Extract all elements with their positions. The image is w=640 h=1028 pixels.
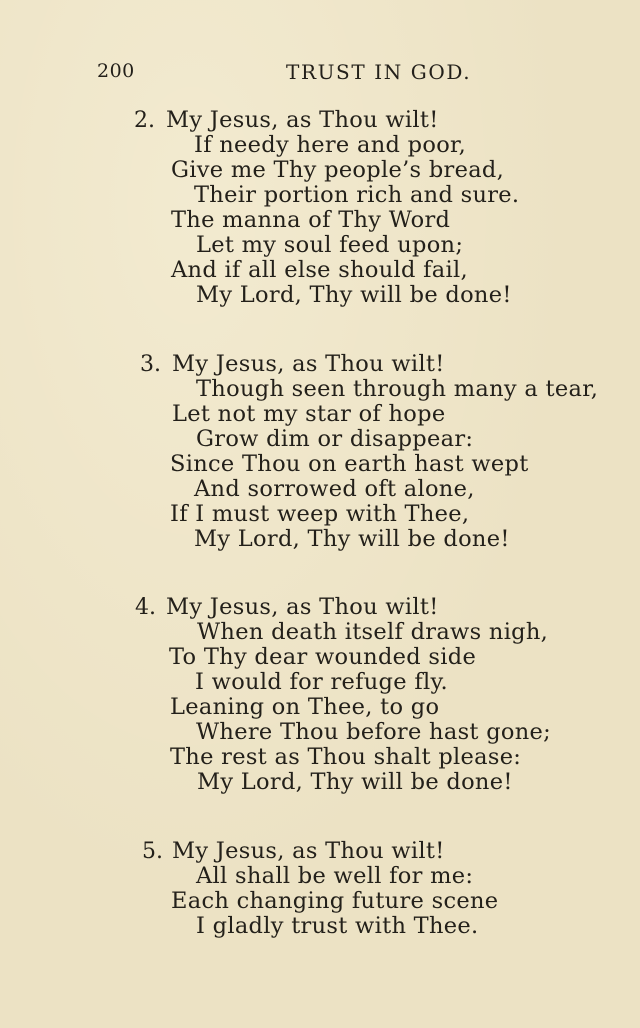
verse-line: My Lord, Thy will be done! [194,526,510,552]
page-number: 200 [97,60,135,82]
verse-line: My Jesus, as Thou wilt! [166,107,439,133]
stanza-number: 2. [134,108,155,133]
verse-line: My Lord, Thy will be done! [196,282,512,308]
verse-line: Grow dim or disappear: [196,426,474,452]
verse-line: If I must weep with Thee, [170,501,470,527]
verse-line: Though seen through many a tear, [196,376,599,402]
stanza-number: 3. [140,352,161,377]
verse-line: Where Thou before hast gone; [196,719,552,745]
verse-line: Leaning on Thee, to go [170,694,440,720]
verse-line: Since Thou on earth hast wept [170,451,529,477]
verse-line: And if all else should fail, [171,257,468,283]
verse-line: I gladly trust with Thee. [196,913,479,939]
verse-line: My Jesus, as Thou wilt! [166,594,439,620]
verse-line: My Jesus, as Thou wilt! [172,838,445,864]
verse-line: When death itself draws nigh, [197,619,549,645]
verse-line: Each changing future scene [171,888,499,914]
page-header [0,60,640,90]
verse-line: Let my soul feed upon; [196,232,464,258]
verse-line: And sorrowed oft alone, [194,476,475,502]
running-title: TRUST IN GOD. [286,60,472,84]
verse-line: Let not my star of hope [172,401,446,427]
verse-line: To Thy dear wounded side [169,644,477,670]
verse-line: I would for refuge fly. [195,669,448,695]
verse-line: The manna of Thy Word [171,207,451,233]
verse-line: My Lord, Thy will be done! [197,769,513,795]
verse-line: Their portion rich and sure. [194,182,520,208]
verse-line: If needy here and poor, [194,132,467,158]
stanza-number: 4. [135,595,156,620]
verse-line: My Jesus, as Thou wilt! [172,351,445,377]
verse-line: All shall be well for me: [196,863,474,889]
verse-line: Give me Thy people’s bread, [171,157,505,183]
verse-line: The rest as Thou shalt please: [170,744,522,770]
stanza-number: 5. [142,839,163,864]
